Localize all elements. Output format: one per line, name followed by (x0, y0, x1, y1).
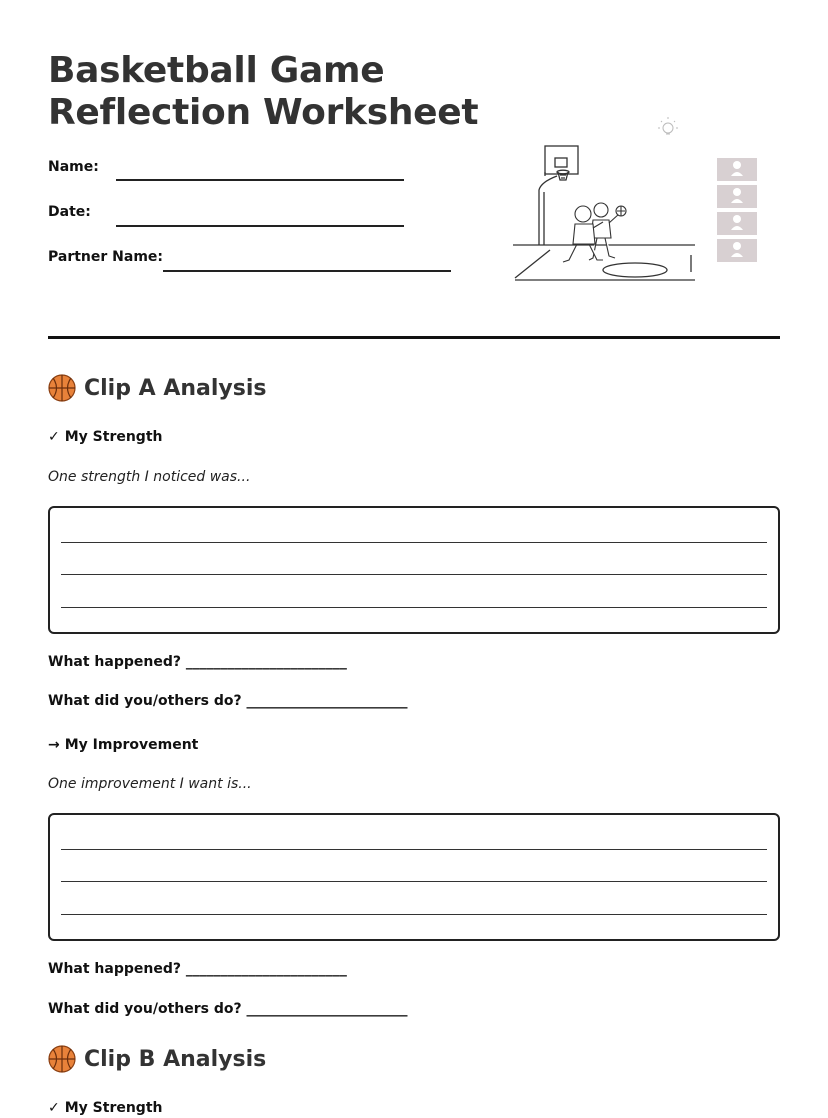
lightbulb-icon (658, 117, 678, 134)
clip-b-strength-label: My Strength (64, 1100, 163, 1116)
clip-b-title-text: Clip B Analysis (84, 1046, 267, 1072)
date-field[interactable] (48, 204, 408, 228)
clip-a-strength-heading (48, 429, 163, 445)
date-line[interactable] (116, 225, 404, 227)
arrow-right-icon: → (48, 737, 60, 753)
basketball-icon (48, 1045, 76, 1073)
partner-name-line[interactable] (163, 270, 451, 272)
clip-a-improvement-what-did[interactable]: What did you/others do? _______________________ (48, 1001, 408, 1017)
clip-a-strength-label: My Strength (64, 429, 163, 445)
title-line-2: Reflection Worksheet (48, 92, 479, 133)
clip-b-strength-heading (48, 1100, 163, 1116)
title-line-1: Basketball Game (48, 50, 385, 91)
clip-a-improvement-response-box[interactable] (48, 813, 780, 941)
response-line[interactable] (61, 574, 767, 575)
check-icon: ✓ (48, 1100, 60, 1116)
date-label: Date: (48, 204, 91, 220)
partner-name-field[interactable] (48, 249, 458, 273)
response-line[interactable] (61, 914, 767, 915)
response-line[interactable] (61, 542, 767, 543)
clip-a-improvement-label: My Improvement (64, 737, 199, 753)
clip-a-strength-prompt: One strength I noticed was... (48, 469, 251, 485)
clip-a-strength-what-did[interactable]: What did you/others do? _______________________ (48, 693, 408, 709)
clip-a-title (48, 374, 266, 402)
response-line[interactable] (61, 607, 767, 608)
clip-b-title (48, 1045, 266, 1073)
clip-a-title-text: Clip A Analysis (84, 375, 267, 401)
name-line[interactable] (116, 179, 404, 181)
clip-a-strength-response-box[interactable] (48, 506, 780, 634)
basketball-court-illustration (505, 110, 770, 290)
check-icon: ✓ (48, 429, 60, 445)
player-card-icon (717, 158, 757, 262)
response-line[interactable] (61, 881, 767, 882)
clip-a-strength-what-happened[interactable]: What happened? _______________________ (48, 654, 347, 670)
clip-a-improvement-prompt: One improvement I want is... (48, 776, 252, 792)
clip-a-improvement-what-happened[interactable]: What happened? _______________________ (48, 961, 347, 977)
name-field[interactable] (48, 159, 408, 183)
basketball-icon (48, 374, 76, 402)
clip-a-improvement-heading (48, 737, 198, 753)
worksheet-title (48, 50, 478, 134)
name-label: Name: (48, 159, 99, 175)
response-line[interactable] (61, 849, 767, 850)
section-divider (48, 336, 780, 339)
partner-name-label: Partner Name: (48, 249, 164, 265)
